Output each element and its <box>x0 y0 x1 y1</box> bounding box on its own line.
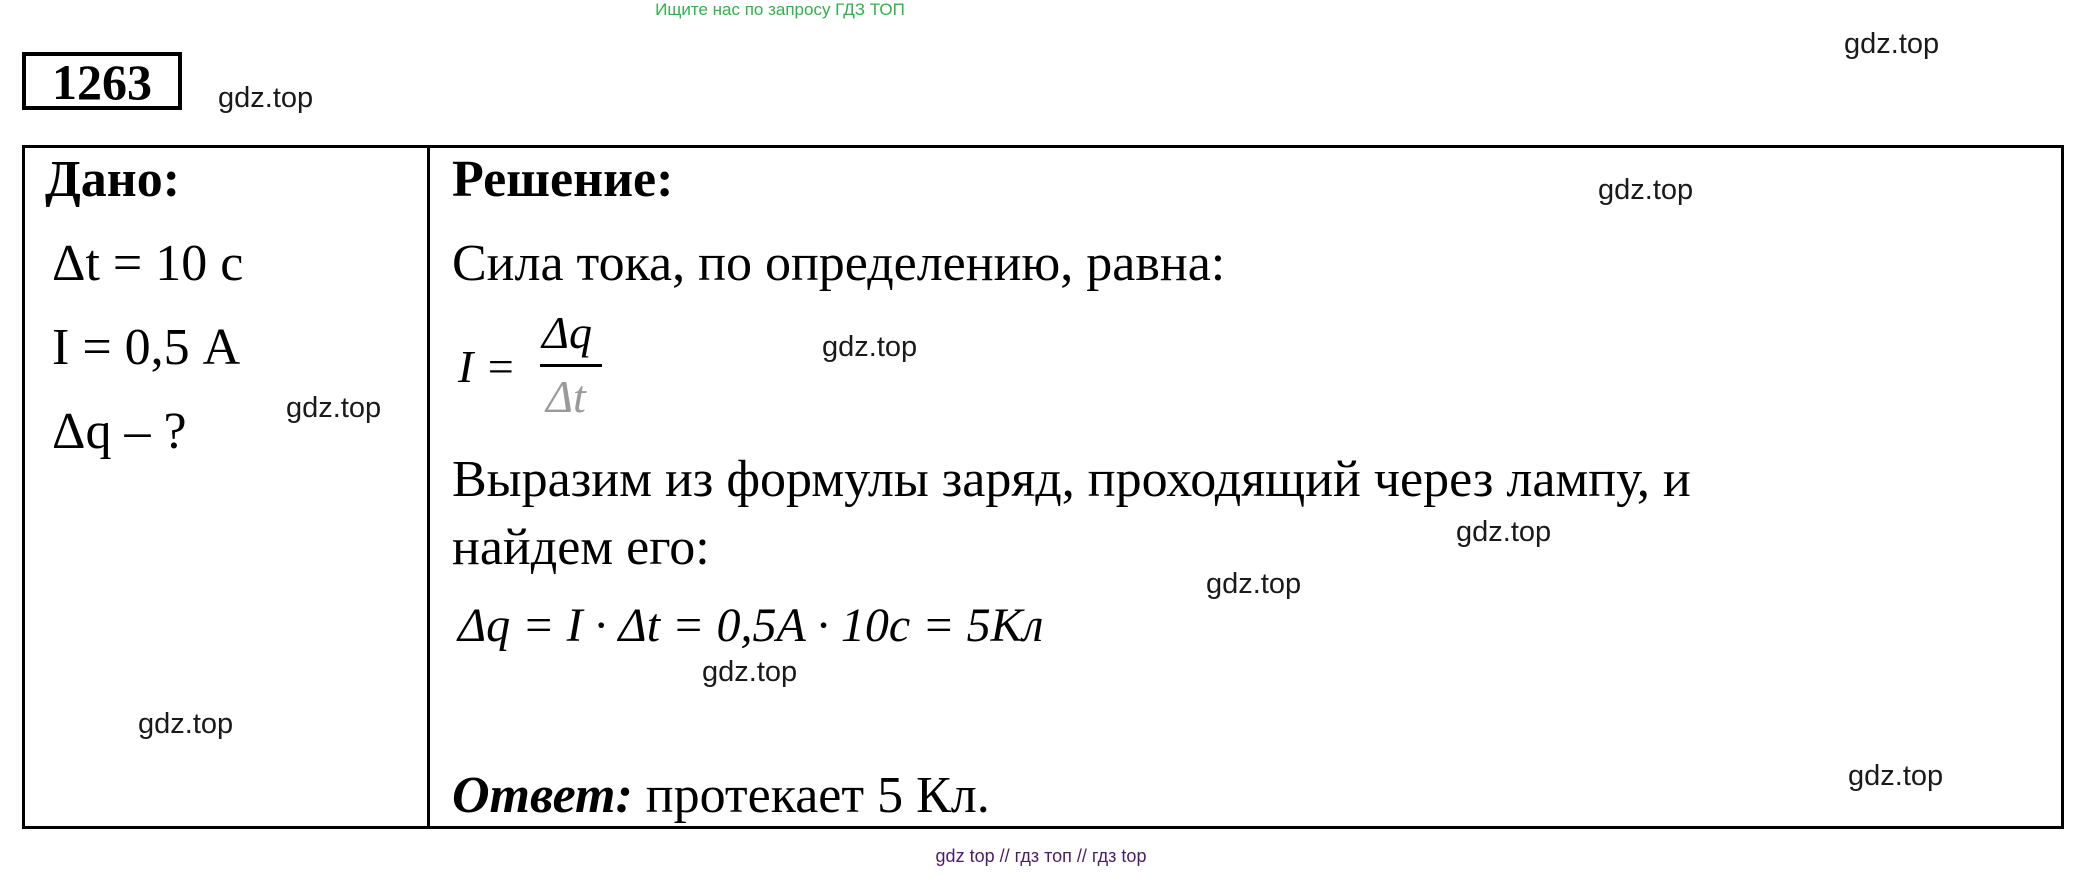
answer-text: протекает 5 Кл. <box>632 767 990 824</box>
answer-line <box>452 766 990 825</box>
problem-number-badge: 1263 <box>22 52 182 110</box>
charge-formula: Δq = I · Δt = 0,5A · 10c = 5Кл <box>458 599 1044 652</box>
footer-links[interactable]: gdz top // гдз топ // гдз top <box>935 846 1147 866</box>
watermark: gdz.top <box>702 656 798 688</box>
fraction-bar <box>540 364 602 367</box>
table-divider <box>427 145 430 829</box>
watermark: gdz.top <box>1598 174 1694 206</box>
watermark: gdz.top <box>1206 568 1302 600</box>
solution-text-find: найдем его: <box>452 519 710 576</box>
watermark: gdz.top <box>138 708 234 740</box>
given-line-current: I = 0,5 А <box>52 319 241 376</box>
solution-heading: Решение: <box>452 151 674 208</box>
watermark: gdz.top <box>1844 28 1940 60</box>
given-line-time: Δt = 10 с <box>52 235 244 292</box>
watermark: gdz.top <box>1456 516 1552 548</box>
solution-text-definition: Сила тока, по определению, равна: <box>452 235 1226 292</box>
formula-numerator: Δq <box>542 307 592 358</box>
given-line-unknown: Δq – ? <box>52 403 187 460</box>
formula-denominator: Δt <box>546 371 586 422</box>
solution-text-express: Выразим из формулы заряд, проходящий через лампу, и <box>452 451 1691 508</box>
watermark: gdz.top <box>1848 760 1944 792</box>
top-note: Ищите нас по запросу ГДЗ ТОП <box>655 0 905 19</box>
given-heading: Дано: <box>45 151 181 208</box>
watermark: gdz.top <box>286 392 382 424</box>
answer-label: Ответ: <box>452 767 633 824</box>
watermark: gdz.top <box>218 82 314 114</box>
watermark: gdz.top <box>822 331 918 363</box>
formula-lhs: I = <box>458 341 516 392</box>
